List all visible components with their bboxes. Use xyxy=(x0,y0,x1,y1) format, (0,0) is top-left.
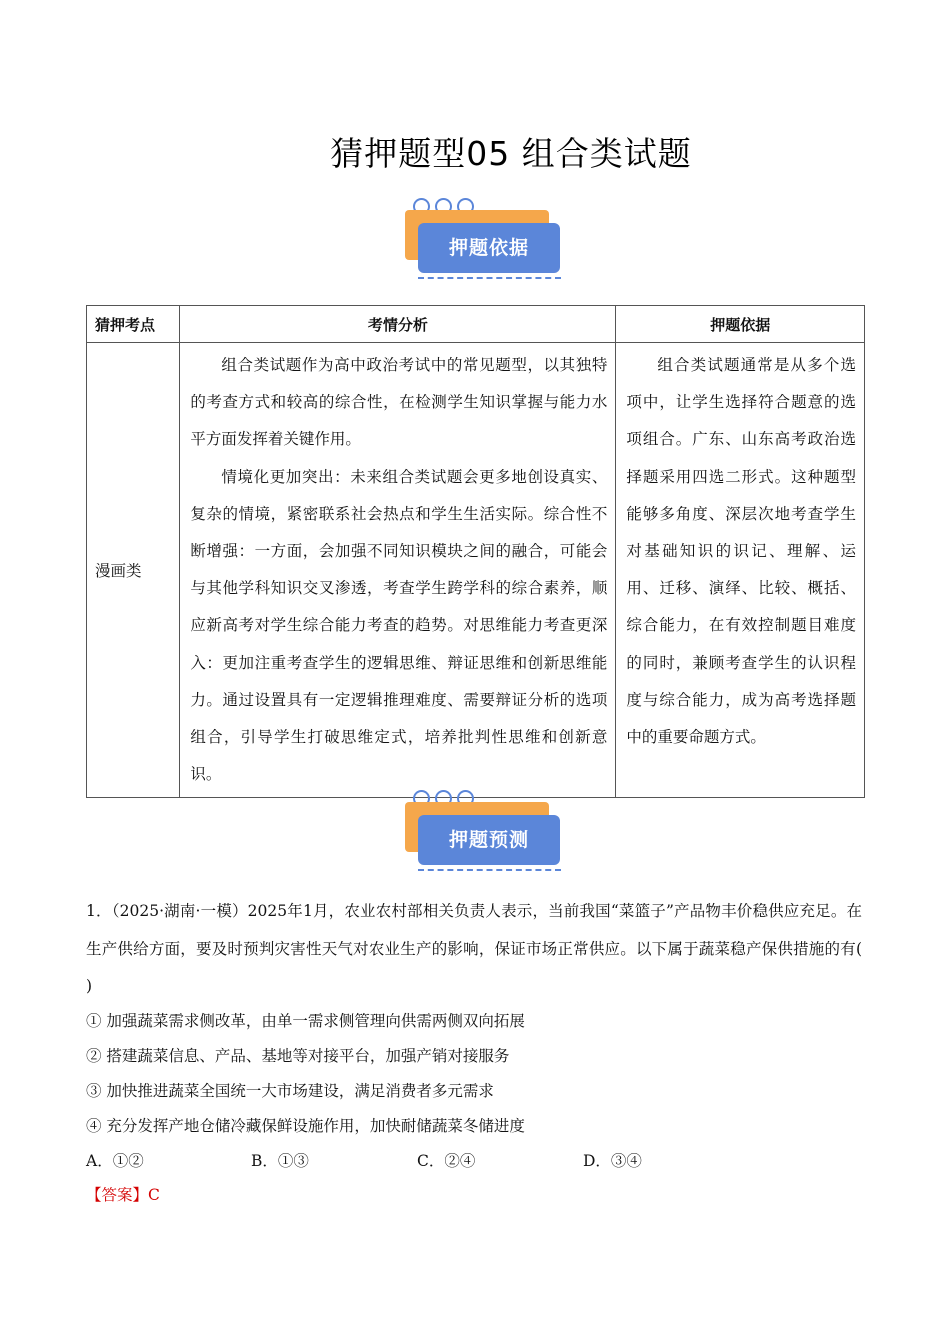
table-row xyxy=(87,343,865,798)
basis-paragraph: 组合类试题通常是从多个选项中，让学生选择符合题意的选项组合。广东、山东高考政治选择题采用四选二形式。这种题型能够多角度、深层次地考查学生对基础知识的识记、理解、运用、迁移、演绎、比较、概括、综合能力，在有效控制题目难度的同时，兼顾考查学生的认识程度与综合能力，成为高考选择题中的重要命题方式。 xyxy=(626,356,856,747)
section-badge-prediction xyxy=(393,790,563,880)
analysis-paragraph: 组合类试题作为高中政治考试中的常见题型，以其独特的考查方式和较高的综合性，在检测学生知识掌握与能力水平方面发挥着关键作用。 xyxy=(190,356,608,449)
choice-c: C．②④ xyxy=(417,1152,476,1170)
section-badge-label: 押题依据 xyxy=(418,223,560,273)
question-option: ① 加强蔬菜需求侧改革，由单一需求侧管理向供需两侧双向拓展 xyxy=(86,1012,525,1030)
table-header-row xyxy=(87,306,865,343)
header-analysis: 考情分析 xyxy=(180,306,616,343)
analysis-table xyxy=(86,305,865,798)
answer-line xyxy=(86,1183,160,1205)
choice-a: A．①② xyxy=(86,1152,144,1170)
question-option: ④ 充分发挥产地仓储冷藏保鲜设施作用，加快耐储蔬菜冬储进度 xyxy=(86,1117,525,1135)
analysis-cell xyxy=(180,343,616,798)
page-title: 猜押题型05 组合类试题 xyxy=(330,134,692,173)
answer-value: C xyxy=(148,1186,160,1204)
analysis-paragraph: 情境化更加突出：未来组合类试题会更多地创设真实、复杂的情境，紧密联系社会热点和学生生活实际。综合性不断增强：一方面，会加强不同知识模块之间的融合，可能会与其他学科知识交叉渗透，考查学生跨学科的综合素养，顺应新高考对学生综合能力考查的趋势。对思维能力考查更深入：更加注重考查学生的逻辑思维、辩证思维和创新思维能力。通过设置具有一定逻辑推理难度、需要辩证分析的选项组合，引导学生打破思维定式，培养批判性思维和创新意识。 xyxy=(190,467,608,784)
topic-cell: 漫画类 xyxy=(87,343,180,798)
choice-d: D．③④ xyxy=(583,1152,642,1170)
basis-cell xyxy=(616,343,865,798)
section-badge-basis xyxy=(393,198,563,288)
answer-tag: 【答案】 xyxy=(86,1186,149,1204)
question-stem: 1．（2025·湖南·一模）2025年1月，农业农村部相关负责人表示，当前我国“菜篮子”产品物丰价稳供应充足。在生产供给方面，要及时预判灾害性天气对农业生产的影响，保证市场正常供应。以下属于蔬菜稳产保供措施的有( ) xyxy=(86,902,862,995)
question-option: ③ 加快推进蔬菜全国统一大市场建设，满足消费者多元需求 xyxy=(86,1082,494,1100)
header-topic: 猜押考点 xyxy=(87,306,180,343)
header-basis: 押题依据 xyxy=(616,306,865,343)
section-badge-label: 押题预测 xyxy=(418,815,560,865)
choice-b: B．①③ xyxy=(251,1152,309,1170)
question-option: ② 搭建蔬菜信息、产品、基地等对接平台，加强产销对接服务 xyxy=(86,1047,510,1065)
